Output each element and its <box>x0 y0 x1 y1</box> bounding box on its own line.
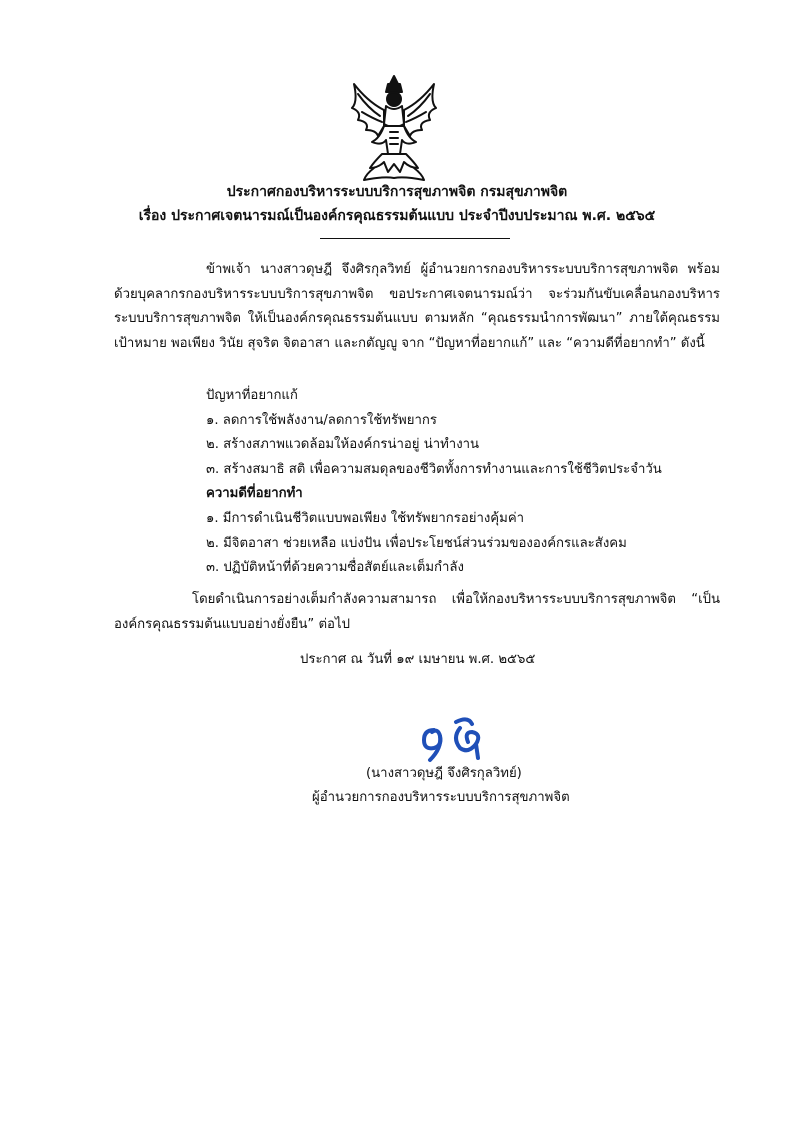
signatory-position: ผู้อำนวยการกองบริหารระบบบริการสุขภาพจิต <box>312 790 570 805</box>
good-item-3: ๓. ปฏิบัติหน้าที่ด้วยความซื่อสัตย์และเต็มกำลัง <box>206 560 464 576</box>
intro-paragraph: ข้าพเจ้า นางสาวดุษฎี จึงศิรกุลวิทย์ ผู้อำนวยการกองบริหารระบบบริการสุขภาพจิต พร้อมด้วยบุคลากรกองบริหารระบบบริการสุขภาพจิต ขอประกาศเจตนารมณ์ว่า จะร่วมกันขับเคลื่อนกองบริหารระบบบริการสุขภาพจิต ให้เป็นองค์กรคุณธรรมต้นแบบ ตามหลัก “คุณธรรมนำการพัฒนา” ภายใต้คุณธรรมเป้าหมาย พอเพียง วินัย สุจริต จิตอาสา และกตัญญู จาก “ปัญหาที่อยากแก้” และ “ความดีที่อยากทำ” ดังนี้ <box>114 262 720 351</box>
announcement-date: ประกาศ ณ วันที่ ๑๙ เมษายน พ.ศ. ๒๕๖๕ <box>300 652 536 667</box>
garuda-emblem-icon <box>344 72 444 184</box>
commitment-lists <box>206 384 726 581</box>
announcement-title: ประกาศกองบริหารระบบบริการสุขภาพจิต กรมสุขภาพจิต <box>226 184 568 200</box>
good-item-1: ๑. มีการดำเนินชีวิตแบบพอเพียง ใช้ทรัพยากรอย่างคุ้มค่า <box>206 510 525 526</box>
handwritten-signature <box>416 714 490 764</box>
problem-item-1: ๑. ลดการใช้พลังงาน/ลดการใช้ทรัพยากร <box>206 412 437 428</box>
problem-item-2: ๒. สร้างสภาพแวดล้อมให้องค์กรน่าอยู่ น่าทำงาน <box>206 437 480 453</box>
problems-heading: ปัญหาที่อยากแก้ <box>206 388 298 403</box>
signatory-name: (นางสาวดุษฎี จึงศิรกุลวิทย์) <box>366 766 522 781</box>
title-underline <box>320 238 510 239</box>
announcement-subject: เรื่อง ประกาศเจตนารมณ์เป็นองค์กรคุณธรรมต้นแบบ ประจำปีงบประมาณ พ.ศ. ๒๕๖๕ <box>138 208 656 224</box>
closing-paragraph: โดยดำเนินการอย่างเต็มกำลังความสามารถ เพื่อให้กองบริหารระบบบริการสุขภาพจิต “เป็นองค์กรคุณธรรมต้นแบบอย่างยั่งยืน” ต่อไป <box>114 592 720 632</box>
goods-heading: ความดีที่อยากทำ <box>206 486 303 502</box>
problem-item-3: ๓. สร้างสมาธิ สติ เพื่อความสมดุลของชีวิตทั้งการทำงานและการใช้ชีวิตประจำวัน <box>206 461 662 477</box>
good-item-2: ๒. มีจิตอาสา ช่วยเหลือ แบ่งปัน เพื่อประโยชน์ส่วนร่วมขององค์กรและสังคม <box>206 535 627 551</box>
